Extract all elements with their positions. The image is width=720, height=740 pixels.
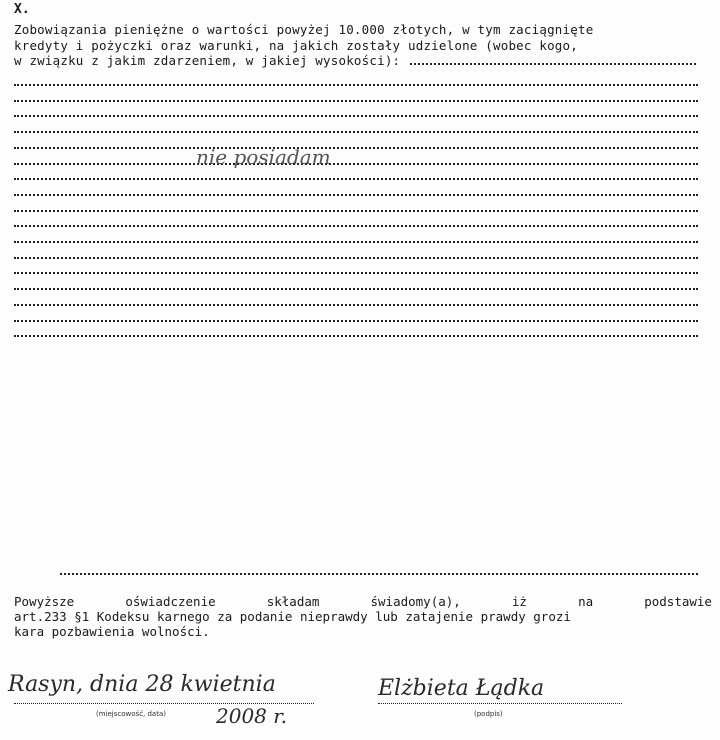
question-line-2: kredyty i pożyczki oraz warunki, na jakich zostały udzielone (wobec kogo, xyxy=(14,37,578,53)
answer-dotted-line xyxy=(14,241,698,243)
declaration-word: iż xyxy=(511,594,527,609)
answer-dotted-line xyxy=(14,288,698,290)
declaration-word: na xyxy=(578,594,594,609)
answer-dotted-line xyxy=(14,115,698,117)
declaration-word: świadomy(a), xyxy=(370,594,461,609)
declaration-line-2: art.233 §1 Kodeksu karnego za podanie nieprawdy lub zatajenie prawdy grozi xyxy=(14,609,571,624)
answer-dotted-line xyxy=(14,210,698,212)
answer-dotted-line xyxy=(14,163,698,165)
answer-dotted-line xyxy=(14,335,698,337)
question-line-1: Zobowiązania pieniężne o wartości powyżej 10.000 złotych, w tym zaciągnięte xyxy=(14,22,594,37)
section-number: X. xyxy=(14,2,30,17)
answer-dotted-line xyxy=(14,225,698,227)
declaration-line-3: kara pozbawienia wolności. xyxy=(14,624,210,639)
answer-dotted-line xyxy=(14,320,698,322)
answer-dotted-line xyxy=(14,257,698,259)
answer-dotted-line xyxy=(14,178,698,180)
declaration-word: oświadczenie xyxy=(125,594,216,609)
declaration-line-1 xyxy=(14,594,712,609)
question-text xyxy=(14,22,714,69)
declaration-word: Powyższe xyxy=(14,594,75,609)
question-line-3-row xyxy=(14,53,714,69)
answer-dotted-line xyxy=(14,272,698,274)
handwritten-answer: nie posiadam xyxy=(196,145,331,169)
answer-dot-leader xyxy=(410,63,696,65)
answer-dotted-line xyxy=(14,84,698,86)
answer-dotted-line xyxy=(14,131,698,133)
signature-dots xyxy=(378,703,622,704)
question-line-3: w związku z jakim zdarzeniem, w jakiej wysokości): xyxy=(14,53,401,68)
place-date-caption: (miejscowość, data) xyxy=(96,710,166,718)
declaration-text xyxy=(14,594,712,639)
declaration-word: podstawie xyxy=(644,594,712,609)
place-date-handwritten: Rasyn, dnia 28 kwietnia xyxy=(8,672,276,697)
answer-dotted-line xyxy=(14,100,698,102)
declaration-word: składam xyxy=(266,594,320,609)
answer-dotted-line xyxy=(14,304,698,306)
answer-dotted-line xyxy=(14,194,698,196)
answer-dotted-line xyxy=(14,147,698,149)
year-handwritten: 2008 r. xyxy=(216,704,287,728)
signature-handwritten: Elżbieta Łądka xyxy=(378,676,545,701)
signature-caption: (podpis) xyxy=(474,710,503,718)
separator-dots xyxy=(60,573,698,575)
